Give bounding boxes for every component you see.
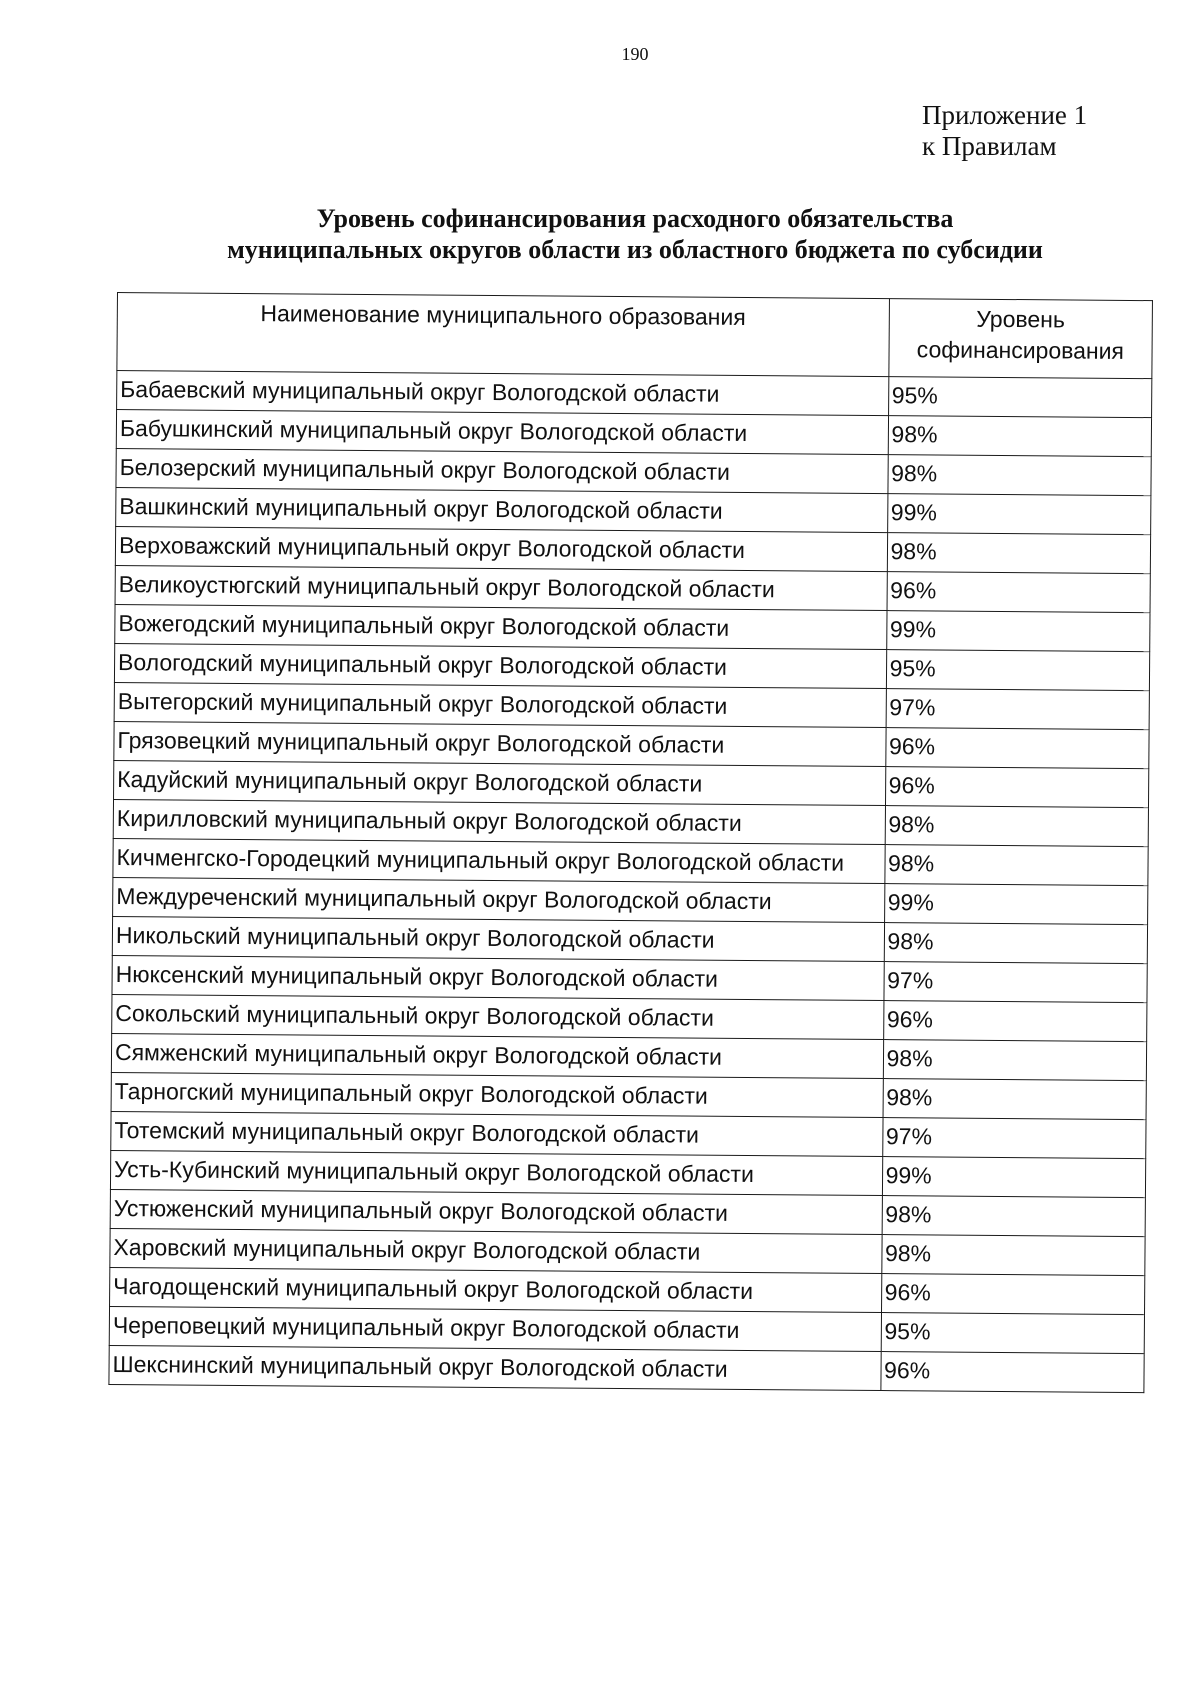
municipality-name-cell: Череповецкий муниципальный округ Вологодской области: [109, 1306, 881, 1351]
cofinancing-level-cell: 98%: [887, 533, 1151, 574]
municipality-name-cell: Нюксенский муниципальный округ Вологодской области: [112, 955, 884, 1000]
municipality-name-cell: Бабаевский муниципальный округ Вологодской области: [117, 371, 889, 416]
document-title: [0, 203, 1200, 265]
cofinancing-level-cell: 97%: [884, 962, 1148, 1003]
cofinancing-level-cell: 97%: [882, 1118, 1146, 1159]
cofinancing-level-cell: 96%: [885, 728, 1149, 769]
document-title-line-2: муниципальных округов области из областного бюджета по субсидии: [227, 235, 1043, 264]
municipality-name-cell: Сямженский муниципальный округ Вологодской области: [111, 1033, 883, 1078]
cofinancing-level-cell: 98%: [881, 1235, 1145, 1276]
municipality-name-cell: Междуреченский муниципальный округ Вологодской области: [113, 877, 885, 922]
appendix-line-2: к Правилам: [922, 131, 1057, 161]
cofinancing-level-cell: 98%: [888, 455, 1152, 496]
municipality-name-cell: Тарногский муниципальный округ Вологодской области: [111, 1072, 883, 1117]
municipality-name-cell: Вологодский муниципальный округ Вологодской области: [114, 643, 886, 688]
municipality-name-cell: Усть-Кубинский муниципальный округ Вологодской области: [110, 1150, 882, 1195]
municipality-name-cell: Верховажский муниципальный округ Вологодской области: [115, 526, 887, 571]
table-row: [109, 1345, 1144, 1392]
column-header-name: Наименование муниципального образования: [117, 293, 889, 377]
municipality-name-cell: Грязовецкий муниципальный округ Вологодской области: [114, 721, 886, 766]
table-body: [109, 371, 1152, 1393]
cofinancing-level-cell: 98%: [884, 923, 1148, 964]
municipality-name-cell: Устюженский муниципальный округ Вологодской области: [110, 1189, 882, 1234]
cofinancing-level-cell: 98%: [885, 806, 1149, 847]
municipality-name-cell: Кирилловский муниципальный округ Вологодской области: [113, 799, 885, 844]
municipality-name-cell: Тотемский муниципальный округ Вологодской области: [111, 1111, 883, 1156]
cofinancing-level-cell: 98%: [883, 1079, 1147, 1120]
document-title-line-1: Уровень софинансирования расходного обязательства: [316, 204, 954, 233]
municipality-name-cell: Чагодощенский муниципальный округ Вологодской области: [110, 1267, 882, 1312]
cofinancing-level-cell: 96%: [880, 1352, 1144, 1393]
cofinancing-level-cell: 96%: [885, 767, 1149, 808]
appendix-note: [922, 100, 1087, 162]
municipality-name-cell: Вытегорский муниципальный округ Вологодской области: [114, 682, 886, 727]
column-header-level: Уровень софинансирования: [888, 299, 1152, 379]
municipality-name-cell: Никольский муниципальный округ Вологодской области: [112, 916, 884, 961]
cofinancing-level-cell: 96%: [887, 572, 1151, 613]
cofinancing-level-cell: 98%: [883, 1040, 1147, 1081]
cofinancing-level-cell: 98%: [888, 416, 1152, 457]
page-number: 190: [621, 44, 649, 64]
cofinancing-level-cell: 95%: [881, 1313, 1145, 1354]
cofinancing-level-cell: 99%: [886, 611, 1150, 652]
cofinancing-table: [108, 292, 1153, 1393]
municipality-name-cell: Вашкинский муниципальный округ Вологодской области: [116, 487, 888, 532]
municipality-name-cell: Кадуйский муниципальный округ Вологодской области: [114, 760, 886, 805]
cofinancing-level-cell: 98%: [884, 845, 1148, 886]
municipality-name-cell: Бабушкинский муниципальный округ Вологодской области: [116, 410, 888, 455]
municipality-name-cell: Кичменгско-Городецкий муниципальный округ Вологодской области: [113, 838, 885, 883]
cofinancing-level-cell: 99%: [884, 884, 1148, 925]
municipality-name-cell: Белозерский муниципальный округ Вологодской области: [116, 448, 888, 493]
cofinancing-level-cell: 99%: [882, 1157, 1146, 1198]
cofinancing-level-cell: 96%: [881, 1274, 1145, 1315]
municipality-name-cell: Вожегодский муниципальный округ Вологодской области: [115, 604, 887, 649]
cofinancing-level-cell: 97%: [886, 689, 1150, 730]
municipality-name-cell: Шекснинский муниципальный округ Вологодской области: [109, 1345, 881, 1390]
cofinancing-level-cell: 99%: [887, 494, 1151, 535]
municipality-name-cell: Харовский муниципальный округ Вологодской области: [110, 1228, 882, 1273]
cofinancing-level-cell: 95%: [888, 377, 1152, 418]
municipality-name-cell: Сокольский муниципальный округ Вологодской области: [112, 994, 884, 1039]
appendix-line-1: Приложение 1: [922, 100, 1088, 130]
cofinancing-level-cell: 98%: [882, 1196, 1146, 1237]
table-header-row: [117, 293, 1153, 379]
cofinancing-level-cell: 96%: [883, 1001, 1147, 1042]
municipality-name-cell: Великоустюгский муниципальный округ Вологодской области: [115, 565, 887, 610]
cofinancing-level-cell: 95%: [886, 650, 1150, 691]
